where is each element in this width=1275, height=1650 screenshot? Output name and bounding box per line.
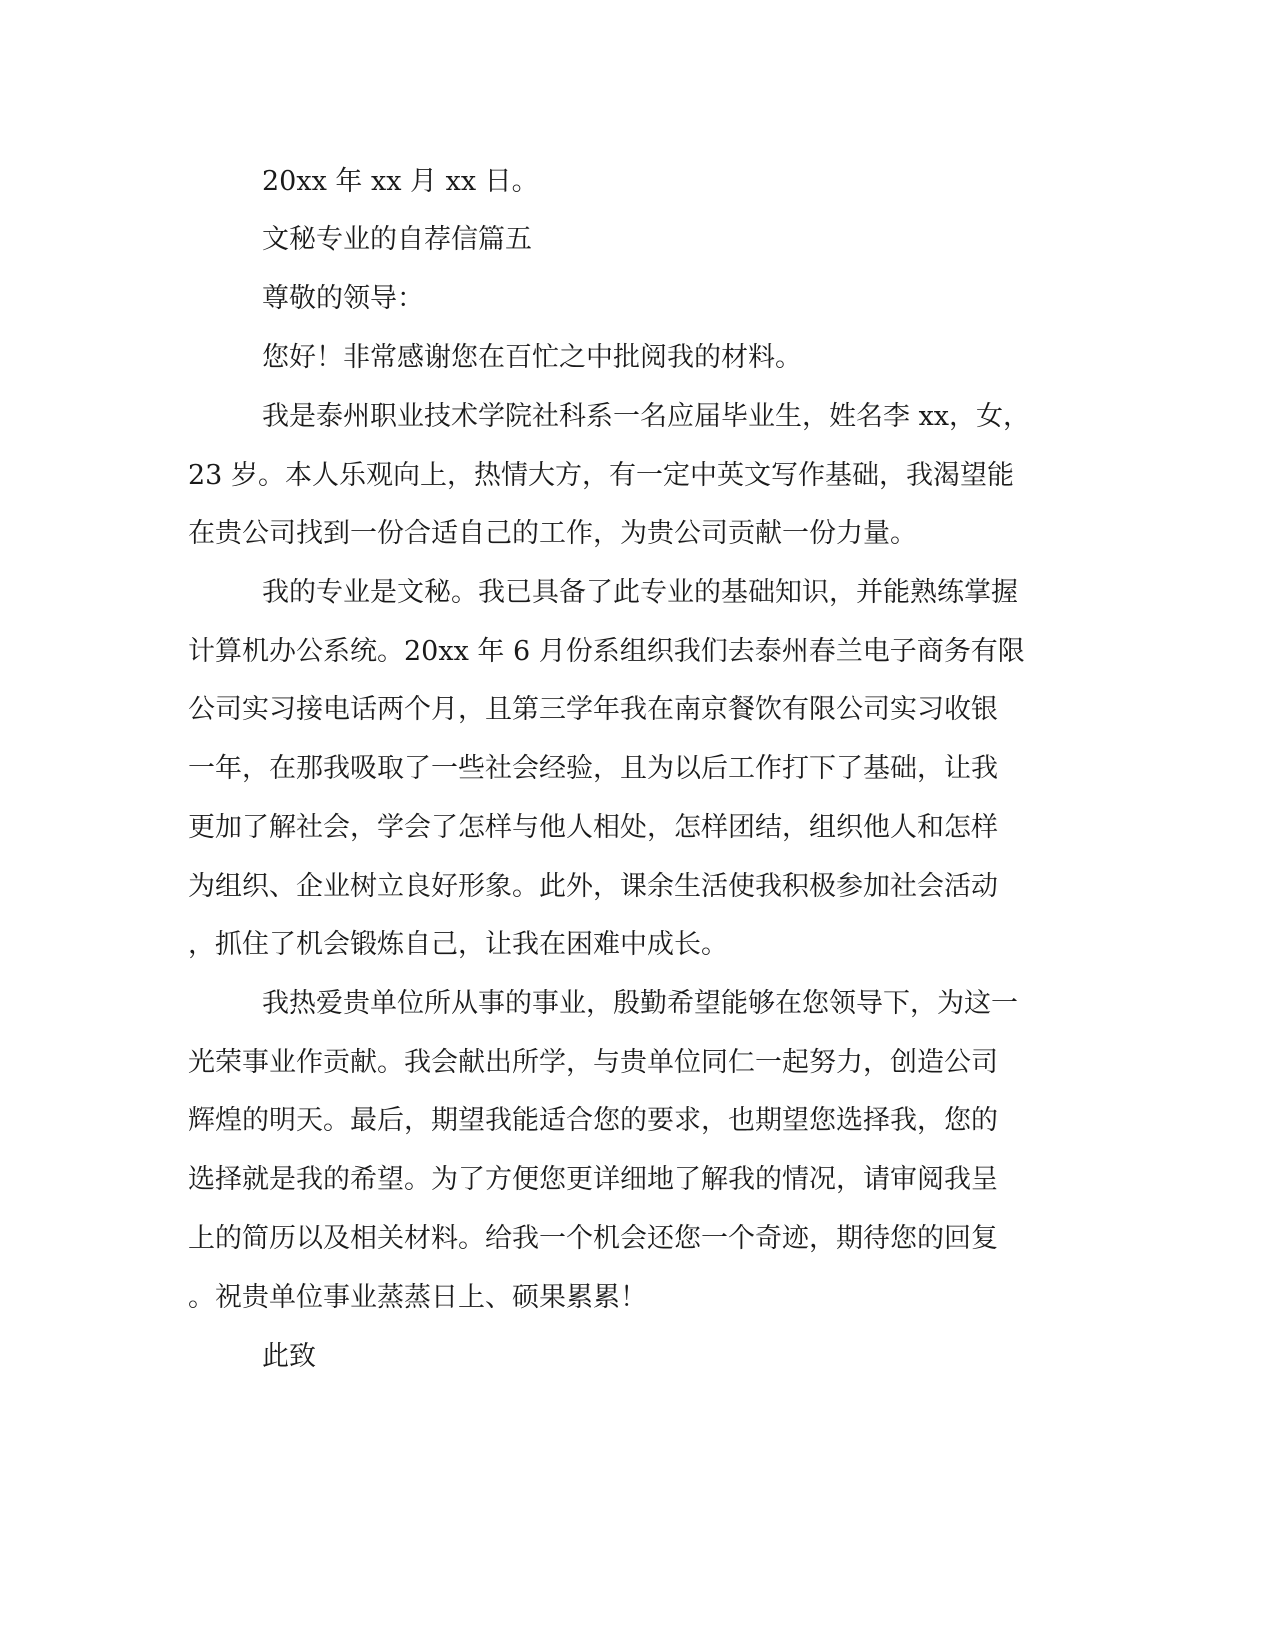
paragraph-3-line-1: 我热爱贵单位所从事的事业，殷勤希望能够在您领导下，为这一 — [262, 988, 1018, 1019]
greeting: 您好！非常感谢您在百忙之中批阅我的材料。 — [262, 342, 802, 373]
date-line: 20xx 年 xx 月 xx 日。 — [262, 166, 539, 197]
salutation: 尊敬的领导： — [262, 283, 424, 314]
paragraph-3-line-5: 上的简历以及相关材料。给我一个机会还您一个奇迹，期待您的回复 — [188, 1223, 998, 1254]
paragraph-2-line-2: 计算机办公系统。20xx 年 6 月份系组织我们去泰州春兰电子商务有限 — [188, 636, 1025, 667]
paragraph-3-line-4: 选择就是我的希望。为了方便您更详细地了解我的情况，请审阅我呈 — [188, 1164, 998, 1195]
paragraph-2-line-3: 公司实习接电话两个月，且第三学年我在南京餐饮有限公司实习收银 — [188, 694, 998, 725]
paragraph-3-line-3: 辉煌的明天。最后，期望我能适合您的要求，也期望您选择我，您的 — [188, 1105, 998, 1136]
paragraph-3-line-2: 光荣事业作贡献。我会献出所学，与贵单位同仁一起努力，创造公司 — [188, 1047, 998, 1078]
section-title: 文秘专业的自荐信篇五 — [262, 224, 532, 255]
paragraph-2-line-6: 为组织、企业树立良好形象。此外，课余生活使我积极参加社会活动 — [188, 871, 998, 902]
paragraph-1-line-2: 23 岁。本人乐观向上，热情大方，有一定中英文写作基础，我渴望能 — [188, 460, 1014, 491]
closing: 此致 — [262, 1341, 316, 1372]
paragraph-2-line-1: 我的专业是文秘。我已具备了此专业的基础知识，并能熟练掌握 — [262, 577, 1018, 608]
paragraph-2-line-4: 一年，在那我吸取了一些社会经验，且为以后工作打下了基础，让我 — [188, 753, 998, 784]
paragraph-3-line-6: 。祝贵单位事业蒸蒸日上、硕果累累！ — [188, 1282, 647, 1313]
paragraph-1-line-1: 我是泰州职业技术学院社科系一名应届毕业生，姓名李 xx，女， — [262, 401, 1031, 432]
paragraph-2-line-7: ，抓住了机会锻炼自己，让我在困难中成长。 — [188, 929, 728, 960]
paragraph-2-line-5: 更加了解社会，学会了怎样与他人相处，怎样团结，组织他人和怎样 — [188, 812, 998, 843]
paragraph-1-line-3: 在贵公司找到一份合适自己的工作，为贵公司贡献一份力量。 — [188, 518, 917, 549]
